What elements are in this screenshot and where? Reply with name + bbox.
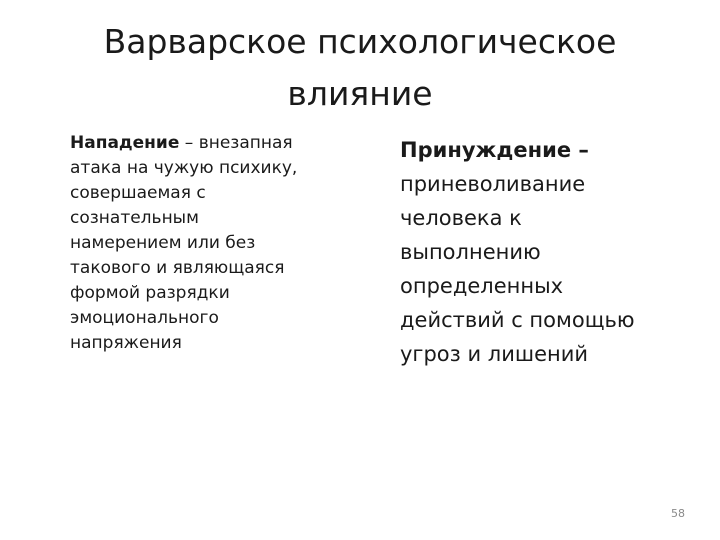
left-line: формой разрядки xyxy=(70,283,230,303)
left-line: такового и являющаяся xyxy=(70,258,285,278)
left-line: намерением или без xyxy=(70,233,256,253)
right-term: Принуждение – xyxy=(400,138,589,162)
right-definition-block xyxy=(400,133,700,371)
left-dash: – xyxy=(179,133,199,153)
left-line: сознательным xyxy=(70,208,199,228)
right-line: выполнению xyxy=(400,240,541,264)
left-line: атака на чужую психику, xyxy=(70,158,298,178)
left-line: эмоционального xyxy=(70,308,219,328)
page-number: 58 xyxy=(671,507,685,520)
slide-title xyxy=(40,16,680,120)
title-line-1: Варварское психологическое xyxy=(103,22,617,61)
left-line: совершаемая с xyxy=(70,183,206,203)
left-line: напряжения xyxy=(70,333,182,353)
right-line: человека к xyxy=(400,206,522,230)
title-line-2: влияние xyxy=(287,74,433,113)
right-line: действий с помощью xyxy=(400,308,635,332)
left-first-line-rest: внезапная xyxy=(198,133,293,153)
left-term: Нападение xyxy=(70,133,180,153)
left-first-line xyxy=(70,131,350,156)
left-definition-block xyxy=(70,131,350,356)
right-line: угроз и лишений xyxy=(400,342,589,366)
right-line: приневоливание xyxy=(400,172,586,196)
right-line: определенных xyxy=(400,274,564,298)
